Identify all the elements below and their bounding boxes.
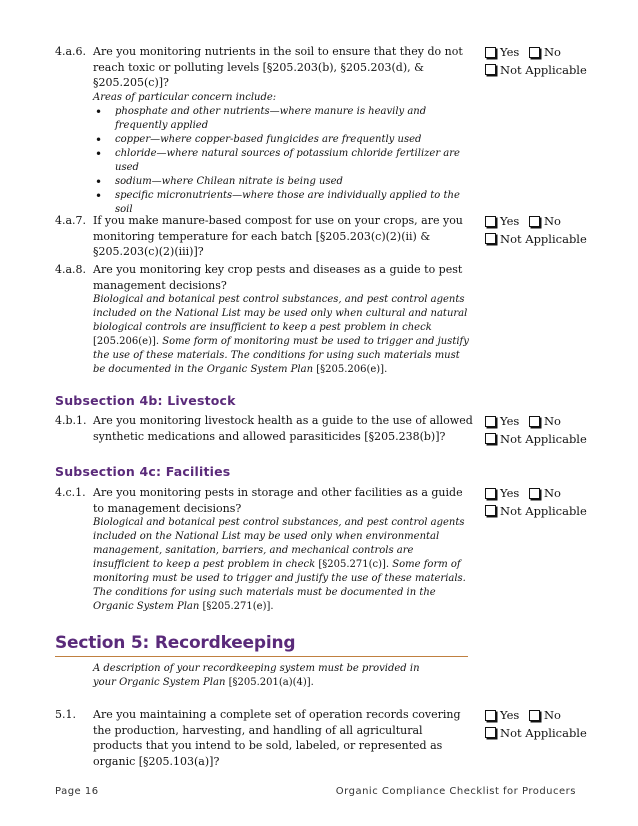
no-option[interactable] (529, 485, 561, 501)
not-applicable-label: Not Applicable (500, 231, 587, 246)
no-checkbox[interactable] (529, 488, 540, 499)
not-applicable-checkbox[interactable] (485, 505, 496, 516)
not-applicable-option[interactable] (485, 725, 587, 741)
item-number: 4.a.8. (55, 263, 87, 276)
no-option[interactable] (529, 213, 561, 229)
item-question: Are you monitoring nutrients in the soil to ensure that they do not reach toxic or polluting levels [§205.203(b), §205.203(d), & §205.205(c)]? (93, 45, 463, 89)
no-option[interactable] (529, 44, 561, 60)
not-applicable-option[interactable] (485, 62, 587, 78)
footer-page-number: Page 16 (55, 786, 99, 797)
yes-label: Yes (500, 45, 520, 59)
yes-checkbox[interactable] (485, 47, 496, 58)
answer-options (485, 213, 615, 248)
bullet-item: • sodium—where Chilean nitrate is being used (115, 175, 473, 189)
no-option[interactable] (529, 413, 561, 429)
yes-option[interactable] (485, 707, 519, 723)
not-applicable-checkbox[interactable] (485, 64, 496, 75)
item-question: Are you monitoring pests in storage and other facilities as a guide to management decisions? (93, 486, 463, 515)
no-option[interactable] (529, 707, 561, 723)
answer-options (485, 707, 615, 742)
not-applicable-checkbox[interactable] (485, 727, 496, 738)
item-question: Are you monitoring livestock health as a guide to the use of allowed synthetic medications and allowed parasiticides [§205.238(b)]? (93, 414, 473, 443)
subsection-heading-livestock: Subsection 4b: Livestock (55, 393, 236, 408)
subsection-heading-facilities: Subsection 4c: Facilities (55, 464, 231, 479)
yes-checkbox[interactable] (485, 416, 496, 427)
answer-options (485, 44, 615, 79)
item-number: 4.a.6. (55, 45, 87, 58)
yes-checkbox[interactable] (485, 488, 496, 499)
item-note: Biological and botanical pest control substances, and pest control agents included on the National List may be used only when environmental management, sanitation, barriers, and mechanical controls are insufficient to keep a pest problem in check [§205.271(c)]. Some form of monitoring must be used to trigger and justify the use of these materials. The conditions for using such materials must be documented in the Organic System Plan [§205.271(e)]. (93, 517, 466, 612)
bullet-item: • specific micronutrients—where those are individually applied to the soil (115, 189, 473, 217)
bullet-item: • copper—where copper-based fungicides are frequently used (115, 133, 473, 147)
yes-checkbox[interactable] (485, 710, 496, 721)
answer-options (485, 485, 615, 520)
not-applicable-option[interactable] (485, 431, 587, 447)
bullet-list (93, 105, 473, 217)
not-applicable-label: Not Applicable (500, 62, 587, 77)
not-applicable-checkbox[interactable] (485, 233, 496, 244)
item-number: 4.c.1. (55, 486, 86, 499)
yes-label: Yes (500, 486, 520, 500)
not-applicable-checkbox[interactable] (485, 433, 496, 444)
answer-options (485, 413, 615, 448)
section-rule (55, 656, 468, 657)
no-checkbox[interactable] (529, 47, 540, 58)
yes-label: Yes (500, 414, 520, 428)
no-checkbox[interactable] (529, 710, 540, 721)
yes-label: Yes (500, 214, 520, 228)
yes-option[interactable] (485, 485, 519, 501)
item-note: Biological and botanical pest control substances, and pest control agents included on the National List may be used only when cultural and natural biological controls are insufficient to keep a pest problem in check [205.206(e)]. Some form of monitoring must be used to trigger and justify the use of these materials. The conditions for using such materials must be documented in the Organic System Plan [§205.206(e)]. (93, 294, 469, 375)
not-applicable-option[interactable] (485, 503, 587, 519)
section-note: A description of your recordkeeping system must be provided in your Organic System Plan [§205.201(a)(4)]. (93, 663, 420, 688)
yes-label: Yes (500, 708, 520, 722)
not-applicable-label: Not Applicable (500, 503, 587, 518)
yes-checkbox[interactable] (485, 216, 496, 227)
section-heading-recordkeeping: Section 5: Recordkeeping (55, 633, 296, 653)
footer-title: Organic Compliance Checklist for Producers (335, 786, 576, 797)
item-number: 4.a.7. (55, 214, 87, 227)
item-note: Areas of particular concern include: (93, 91, 277, 103)
item-question: Are you monitoring key crop pests and diseases as a guide to pest management decisions? (93, 263, 463, 292)
item-number: 4.b.1. (55, 414, 87, 427)
bullet-item: • phosphate and other nutrients—where manure is heavily and frequently applied (115, 105, 473, 133)
yes-option[interactable] (485, 213, 519, 229)
yes-option[interactable] (485, 413, 519, 429)
no-checkbox[interactable] (529, 416, 540, 427)
not-applicable-label: Not Applicable (500, 725, 587, 740)
no-label: No (543, 486, 561, 500)
item-question: If you make manure-based compost for use on your crops, are you monitoring temperature for each batch [§205.203(c)(2)(ii) & §205.203(c)(2)(iii)]? (93, 214, 463, 258)
yes-option[interactable] (485, 44, 519, 60)
no-label: No (543, 708, 561, 722)
not-applicable-option[interactable] (485, 231, 587, 247)
no-checkbox[interactable] (529, 216, 540, 227)
item-question: Are you maintaining a complete set of operation records covering the production, harvesting, and handling of all agricultural products that you intend to be sold, labeled, or represented as organic [§205.103(a)]? (93, 708, 461, 768)
item-number: 5.1. (55, 708, 76, 721)
not-applicable-label: Not Applicable (500, 431, 587, 446)
bullet-item: • chloride—where natural sources of potassium chloride fertilizer are used (115, 147, 473, 175)
no-label: No (543, 414, 561, 428)
no-label: No (543, 45, 561, 59)
no-label: No (543, 214, 561, 228)
